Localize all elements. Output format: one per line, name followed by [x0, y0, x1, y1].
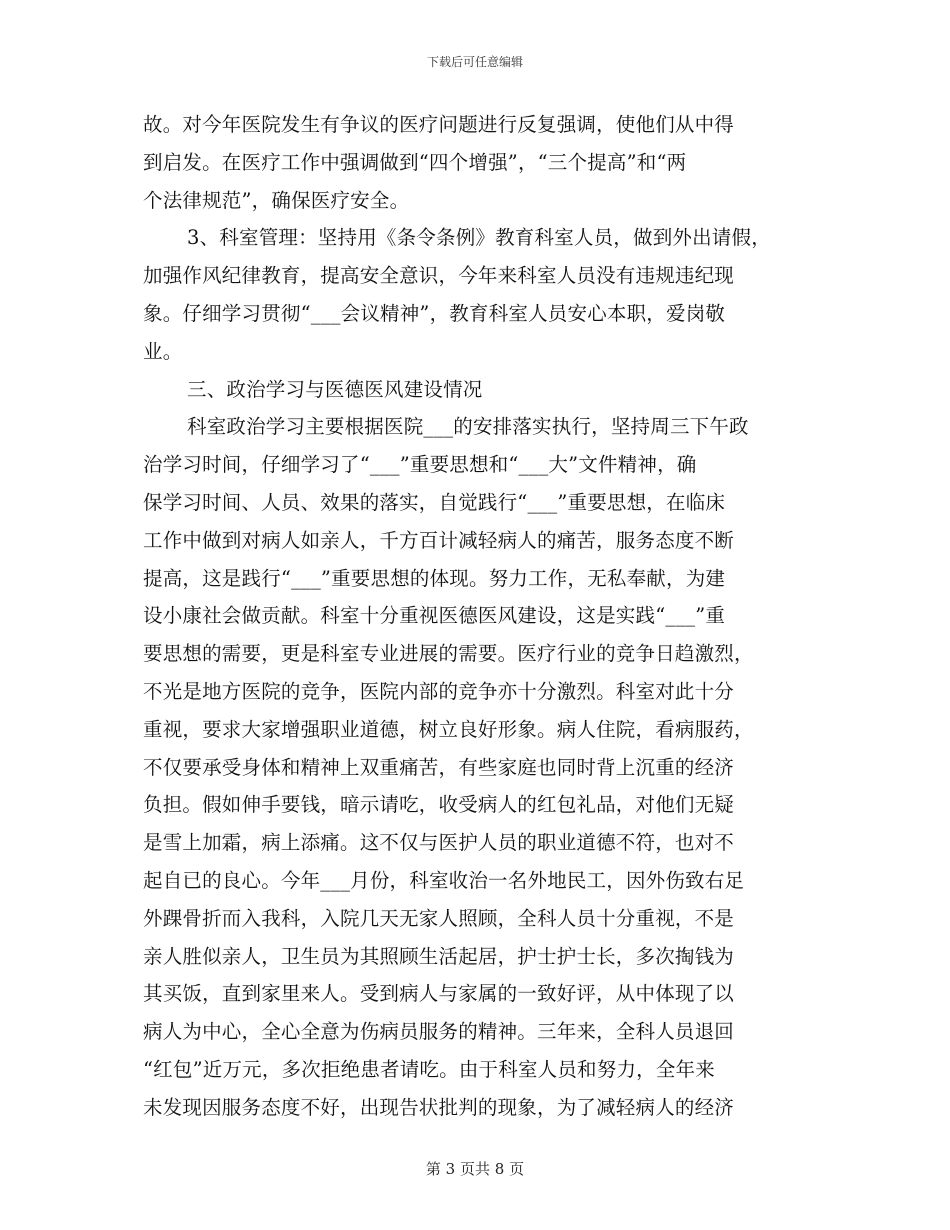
text-line: 未发现因服务态度不好，出现告状批判的现象，为了减轻病人的经济: [143, 1095, 735, 1119]
text-line: 到启发。在医疗工作中强调做到“四个增强”，“三个提高”和“两: [143, 150, 687, 174]
text-line: 故。对今年医院发生有争议的医疗问题进行反复强调，使他们从中得: [143, 113, 735, 136]
page-header: 下载后可任意编辑: [426, 55, 523, 69]
page-footer: 第 3 页共 8 页: [425, 1160, 525, 1178]
paragraph-start-line: 科室政治学习主要根据医院___的安排落实执行，坚持周三下午政: [187, 415, 749, 439]
text-line: 起自已的良心。今年___月份，科室收治一名外地民工，因外伤致右足: [143, 868, 745, 892]
text-line: 业。: [143, 339, 183, 363]
text-line: 其买饭，直到家里来人。受到病人与家属的一致好评，从中体现了以: [143, 982, 735, 1006]
paragraph-start-line: 3、科室管理：坚持用《条令条例》教育科室人员，做到外出请假，: [187, 226, 771, 250]
text-line: 加强作风纪律教育，提高安全意识，今年来科室人员没有违规违纪现: [143, 264, 735, 288]
section-heading: 三、政治学习与医德医风建设情况: [187, 377, 483, 401]
text-line: 象。仔细学习贯彻“___会议精神”，教育科室人员安心本职，爱岗敬: [143, 301, 726, 325]
text-line: 外踝骨折而入我科，入院几天无家人照顾，全科人员十分重视，不是: [143, 906, 735, 930]
text-line: 是雪上加霜，病上添痛。这不仅与医护人员的职业道德不符，也对不: [143, 831, 735, 855]
text-line: 设小康社会做贡献。科室十分重视医德医风建设，这是实践“___”重: [143, 604, 726, 628]
text-line: 保学习时间、人员、效果的落实，自觉践行“___”重要思想，在临床: [143, 490, 726, 514]
text-line: 重视，要求大家增强职业道德，树立良好形象。病人住院，看病服药，: [143, 717, 754, 741]
text-line: 亲人胜似亲人，卫生员为其照顾生活起居，护士护士长，多次掏钱为: [143, 944, 735, 968]
text-line: 要思想的需要，更是科室专业进展的需要。医疗行业的竞争日趋激烈，: [143, 642, 754, 666]
text-line: 工作中做到对病人如亲人，千方百计减轻病人的痛苦，服务态度不断: [143, 528, 735, 552]
document-body: [143, 106, 808, 1127]
text-line: “红包”近万元，多次拒绝患者请吃。由于科室人员和努力，全年来: [143, 1057, 715, 1081]
text-line: 个法律规范”，确保医疗安全。: [143, 188, 410, 212]
text-line: 治学习时间，仔细学习了“___”重要思想和“___大”文件精神，确: [143, 453, 697, 477]
text-line: 负担。假如伸手要钱，暗示请吃，收受病人的红包礼品，对他们无疑: [143, 793, 735, 817]
text-line: 不仅要承受身体和精神上双重痛苦，有些家庭也同时背上沉重的经济: [143, 755, 735, 779]
text-line: 不光是地方医院的竞争，医院内部的竞争亦十分激烈。科室对此十分: [143, 679, 735, 703]
text-line: 病人为中心，全心全意为伤病员服务的精神。三年来，全科人员退回: [143, 1020, 735, 1044]
text-line: 提高，这是践行“___”重要思想的体现。努力工作，无私奉献，为建: [143, 566, 726, 590]
